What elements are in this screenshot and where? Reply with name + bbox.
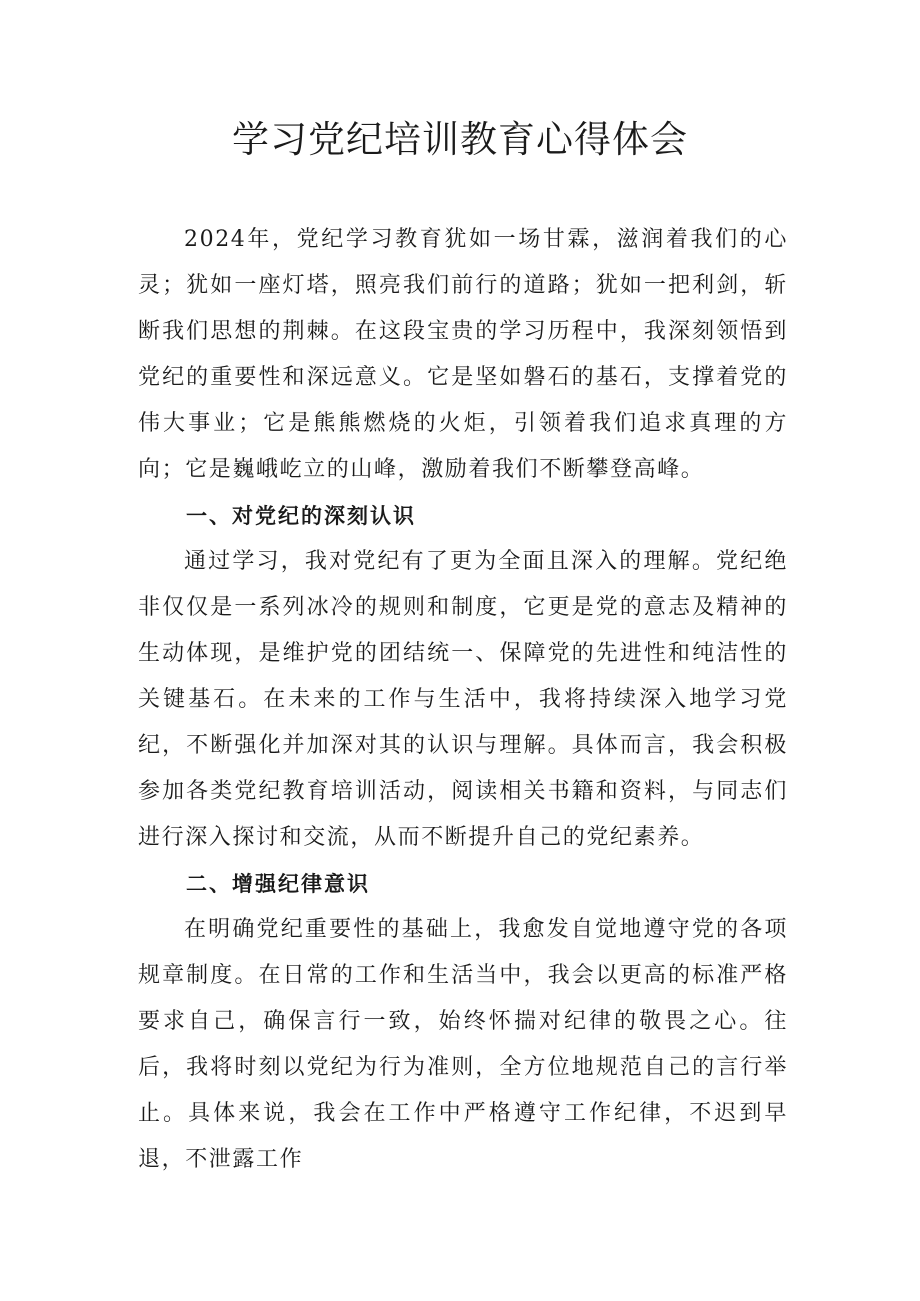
section-2-heading: 二、增强纪律意识 [186,872,370,896]
section-1-heading: 一、对党纪的深刻认识 [186,504,416,528]
intro-paragraph: 2024年，党纪学习教育犹如一场甘霖，滋润着我们的心灵；犹如一座灯塔，照亮我们前行的道路；犹如一把利剑，斩断我们思想的荆棘。在这段宝贵的学习历程中，我深刻领悟到党纪的重要性和深远意义。它是坚如磐石的基石，支撑着党的伟大事业；它是熊熊燃烧的火炬，引领着我们追求真理的方向；它是巍峨屹立的山峰，激励着我们不断攀登高峰。 [138,227,788,482]
document-title: 学习党纪培训教育心得体会 [232,118,688,161]
document-body [138,217,788,1183]
section-1-paragraph: 通过学习，我对党纪有了更为全面且深入的理解。党纪绝非仅仅是一系列冰冷的规则和制度，它更是党的意志及精神的生动体现，是维护党的团结统一、保障党的先进性和纯洁性的关键基石。在未来的工作与生活中，我将持续深入地学习党纪，不断强化并加深对其的认识与理解。具体而言，我会积极参加各类党纪教育培训活动，阅读相关书籍和资料，与同志们进行深入探讨和交流，从而不断提升自己的党纪素养。 [138,549,788,850]
section-2-paragraph: 在明确党纪重要性的基础上，我愈发自觉地遵守党的各项规章制度。在日常的工作和生活当中，我会以更高的标准严格要求自己，确保言行一致，始终怀揣对纪律的敬畏之心。往后，我将时刻以党纪为行为准则，全方位地规范自己的言行举止。具体来说，我会在工作中严格遵守工作纪律，不迟到早退，不泄露工作 [138,917,788,1172]
